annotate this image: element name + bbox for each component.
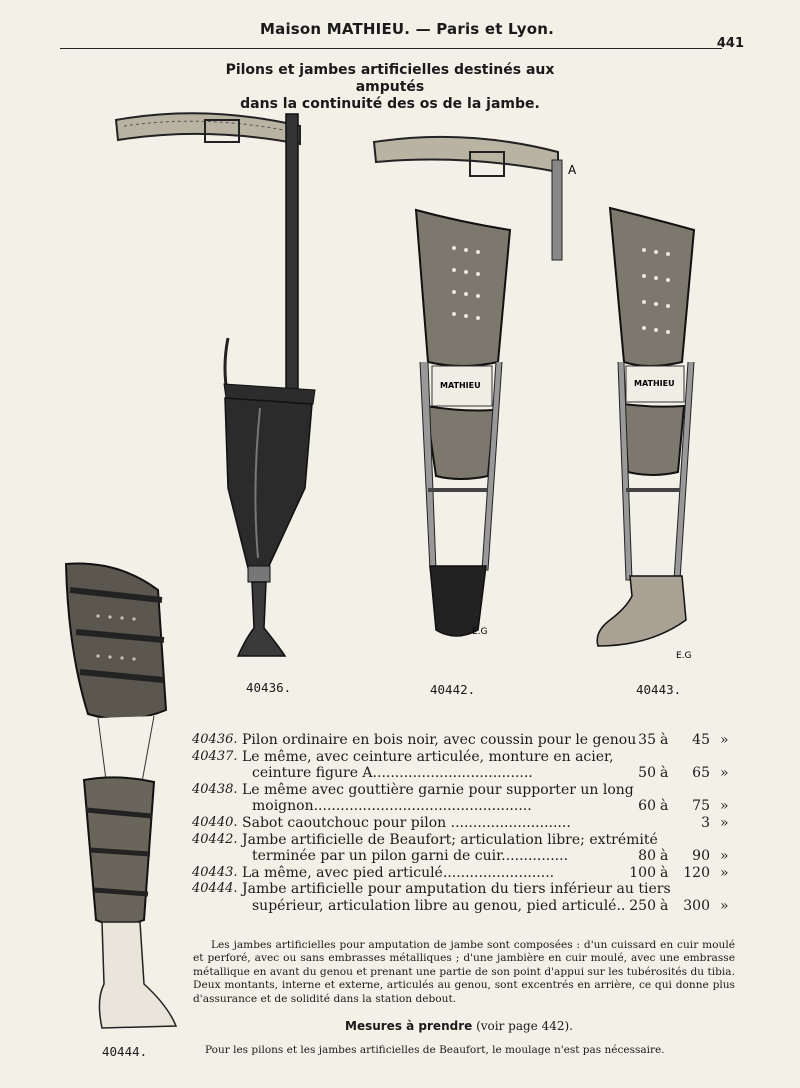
price-separator: à	[660, 897, 669, 914]
price-min: 250	[629, 897, 656, 914]
price-max: 65	[692, 765, 710, 782]
price-min: 60	[638, 798, 656, 815]
illustration-40444	[58, 560, 188, 1036]
price-row	[192, 832, 752, 849]
price-row	[192, 848, 752, 865]
price-row	[192, 798, 752, 815]
item-description: Le même, avec ceinture articulée, monture en acier,	[242, 748, 614, 765]
price-row	[192, 749, 752, 766]
item-description: Jambe artificielle de Beaufort; articulation libre; extrémité	[242, 831, 658, 848]
price-row	[192, 782, 752, 799]
price-unit: »	[720, 798, 729, 815]
price-unit: »	[720, 814, 729, 831]
signature-40442: E.G	[472, 627, 488, 637]
item-code: 40442.	[192, 831, 238, 847]
signature-40443: E.G	[676, 651, 692, 661]
description-note: Les jambes artificielles pour amputation de jambe sont composées : d'un cuissard en cuir moulé et perforé, avec ou sans embrasses métalliques ; d'une jambière en cuir moulé, avec une embrasse métallique en avant du genou et prenant une partie de son point d'appui sur les tubérosités du tibia. Deux montants, interne et externe, articulés au genou, sont excentrés en arrière, ce qui donne plus d'assurance et de solidité dans la station debout.	[193, 938, 735, 1005]
price-max: 75	[692, 798, 710, 815]
price-separator: à	[660, 864, 669, 881]
item-description: Sabot caoutchouc pour pilon ...........................	[242, 814, 571, 831]
figure-number-40442: 40442.	[430, 682, 476, 697]
price-separator: à	[660, 798, 669, 815]
section-title-line1: Pilons et jambes artificielles destinés aux amputés	[225, 62, 555, 95]
illustration-40443	[590, 200, 720, 670]
measurements-line	[345, 1019, 573, 1033]
price-min: 35	[638, 732, 656, 748]
price-unit: »	[720, 765, 729, 782]
item-code: 40443.	[192, 864, 238, 880]
measurements-heading: Mesures à prendre	[345, 1019, 473, 1033]
price-min: 50	[638, 765, 656, 782]
price-list	[192, 732, 752, 915]
item-description: terminée par un pilon garni de cuir...............	[252, 848, 569, 865]
price-max: 3	[701, 814, 710, 831]
price-row	[192, 898, 752, 915]
item-code: 40444.	[192, 881, 238, 897]
page-number: 441	[716, 36, 744, 51]
item-description: La même, avec pied articulé.........................	[242, 864, 555, 881]
price-max: 45	[692, 732, 710, 748]
price-unit: »	[720, 897, 729, 914]
item-description: ceinture figure A....................................	[252, 765, 533, 782]
price-max: 90	[692, 848, 710, 865]
page-header	[60, 18, 744, 51]
price-unit: »	[720, 732, 729, 748]
item-code: 40440.	[192, 814, 238, 830]
header-title: Maison MATHIEU. — Paris et Lyon.	[260, 20, 554, 38]
brand-label-40443: MATHIEU	[634, 379, 675, 388]
brand-label-40442: MATHIEU	[440, 381, 481, 390]
footer-note: Pour les pilons et les jambes artificielles de Beaufort, le moulage n'est pas nécessaire.	[205, 1044, 665, 1056]
price-row	[192, 865, 752, 882]
measurements-reference: (voir page 442).	[472, 1019, 573, 1033]
price-max: 300	[683, 897, 710, 914]
figure-number-40443: 40443.	[636, 682, 682, 697]
item-description: Pilon ordinaire en bois noir, avec coussin pour le genou	[242, 732, 637, 748]
price-unit: »	[720, 848, 729, 865]
price-separator: à	[660, 732, 669, 748]
price-row	[192, 732, 752, 749]
price-separator: à	[660, 765, 669, 782]
price-row	[192, 815, 752, 832]
item-description: Jambe artificielle pour amputation du tiers inférieur au tiers	[242, 881, 671, 898]
belt-label-A: A	[568, 163, 577, 177]
item-description: moignon.................................................	[252, 798, 532, 815]
price-row	[192, 881, 752, 898]
price-max: 120	[683, 864, 710, 881]
item-description: Le même avec gouttière garnie pour supporter un long	[242, 781, 634, 798]
price-min: 80	[638, 848, 656, 865]
price-separator: à	[660, 848, 669, 865]
item-description: supérieur, articulation libre au genou, pied articulé..	[252, 897, 626, 914]
illustration-40442	[370, 130, 585, 665]
figure-number-40436: 40436.	[246, 680, 292, 695]
price-min: 100	[629, 864, 656, 881]
price-row	[192, 765, 752, 782]
figure-number-40444: 40444.	[102, 1044, 148, 1059]
price-unit: »	[720, 864, 729, 881]
section-title-line2: dans la continuité des os de la jambe.	[240, 96, 540, 112]
item-code: 40437.	[192, 748, 238, 764]
section-title	[190, 62, 590, 113]
item-code: 40438.	[192, 781, 238, 797]
item-code: 40436.	[192, 732, 238, 747]
